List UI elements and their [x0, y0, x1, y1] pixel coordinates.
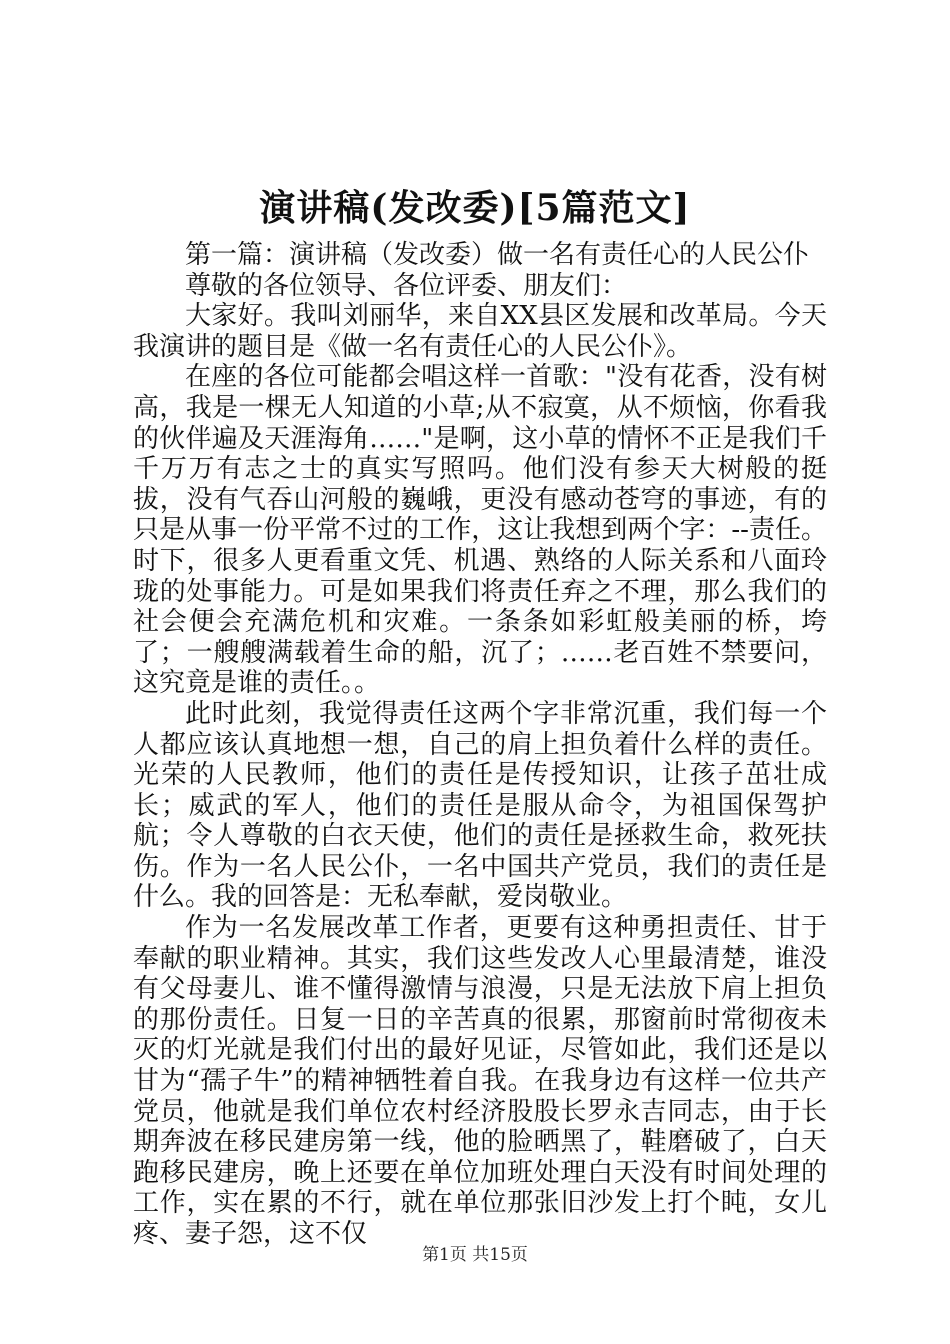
document-body: [133, 240, 827, 1250]
paragraph-6: 作为一名发展改革工作者，更要有这种勇担责任、甘于奉献的职业精神。其实，我们这些发改人心里最清楚，谁没有父母妻儿、谁不懂得激情与浪漫，只是无法放下肩上担负的那份责任。日复一日的辛苦真的很累，那窗前时常彻夜未灭的灯光就是我们付出的最好见证，尽管如此，我们还是以甘为“孺子牛”的精神牺牲着自我。在我身边有这样一位共产党员，他就是我们单位农村经济股股长罗永吉同志，由于长期奔波在移民建房第一线，他的脸晒黑了，鞋磨破了，白天跑移民建房，晚上还要在单位加班处理白天没有时间处理的工作，实在累的不行，就在单位那张旧沙发上打个盹，女儿疼、妻子怨，这不仅: [133, 913, 827, 1249]
paragraph-2: 尊敬的各位领导、各位评委、朋友们：: [185, 270, 628, 301]
document-title: 演讲稿(发改委)[5篇范文]: [259, 187, 691, 229]
paragraph-4: 在座的各位可能都会唱这样一首歌："没有花香，没有树高，我是一棵无人知道的小草;从不寂寞，从不烦恼，你看我的伙伴遍及天涯海角……"是啊，这小草的情怀不正是我们千千万万有志之士的真实写照吗。他们没有参天大树般的挺拔，没有气吞山河般的巍峨，更没有感动苍穹的事迹，有的只是从事一份平常不过的工作，这让我想到两个字：--责任。时下，很多人更看重文凭、机遇、熟络的人际关系和八面玲珑的处事能力。可是如果我们将责任弃之不理，那么我们的社会便会充满危机和灾难。一条条如彩虹般美丽的桥，垮了；一艘艘满载着生命的船，沉了；……老百姓不禁要问，这究竟是谁的责任。。: [133, 362, 827, 699]
paragraph-3: 大家好。我叫刘丽华，来自XX县区发展和改革局。今天我演讲的题目是《做一名有责任心的人民公仆》。: [133, 301, 827, 362]
paragraph-5: 此时此刻，我觉得责任这两个字非常沉重，我们每一个人都应该认真地想一想，自己的肩上担负着什么样的责任。光荣的人民教师，他们的责任是传授知识，让孩子茁壮成长；威武的军人，他们的责任是服从命令，为祖国保驾护航；令人尊敬的白衣天使，他们的责任是拯救生命，救死扶伤。作为一名人民公仆，一名中国共产党员，我们的责任是什么。我的回答是：无私奉献，爱岗敬业。: [133, 698, 827, 913]
paragraph-1: 第一篇：演讲稿（发改委）做一名有责任心的人民公仆: [185, 240, 810, 270]
page-number-footer: 第1页 共15页: [422, 1245, 528, 1265]
